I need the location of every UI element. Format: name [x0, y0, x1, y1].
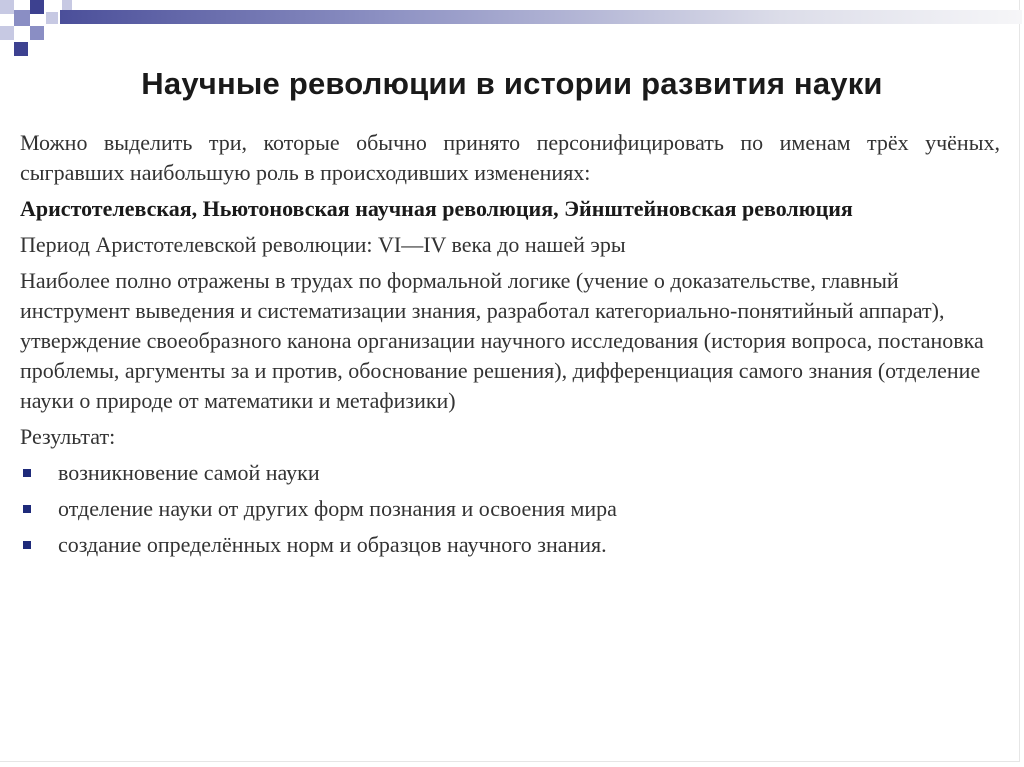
slide-content: [20, 128, 1000, 566]
decor-square: [30, 26, 44, 40]
period-text: Период Аристотелевской революции: VI—IV века до нашей эры: [20, 232, 626, 257]
decor-square: [14, 10, 30, 26]
decor-square: [14, 42, 28, 56]
result-label: Результат:: [20, 424, 116, 449]
decor-square: [0, 26, 14, 40]
square-bullet-icon: [23, 541, 31, 549]
decor-square: [30, 0, 44, 14]
results-list: [20, 458, 1000, 560]
decor-square: [0, 0, 14, 14]
decor-square: [62, 0, 72, 10]
list-item: [20, 494, 1000, 524]
header-bar: [60, 10, 1022, 24]
decor-square: [46, 12, 58, 24]
slide-title: Научные революции в истории развития науки: [141, 66, 883, 101]
list-item: [20, 530, 1000, 560]
list-item-text: возникновение самой науки: [58, 460, 320, 485]
list-item-text: создание определённых норм и образцов научного знания.: [58, 532, 607, 557]
intro-text: Можно выделить три, которые обычно принято персонифицировать по именам трёх учёных, сыгравших наибольшую роль в происходивших изменениях:: [20, 130, 1000, 185]
list-item: [20, 458, 1000, 488]
list-item-text: отделение науки от других форм познания и освоения мира: [58, 496, 617, 521]
square-bullet-icon: [23, 469, 31, 477]
square-bullet-icon: [23, 505, 31, 513]
description-text: Наиболее полно отражены в трудах по формальной логике (учение о доказательстве, главный инструмент выведения и систематизации знания, разработал категориально-понятийный аппарат), утверждение своеобразного канона организации научного исследования (история вопроса, постановка проблемы, аргументы за и против, обоснование решения), дифференциация самого знания (отделение науки о природе от математики и метафизики): [20, 268, 984, 413]
revolutions-text: Аристотелевская, Ньютоновская научная революция, Эйнштейновская революция: [20, 196, 853, 221]
